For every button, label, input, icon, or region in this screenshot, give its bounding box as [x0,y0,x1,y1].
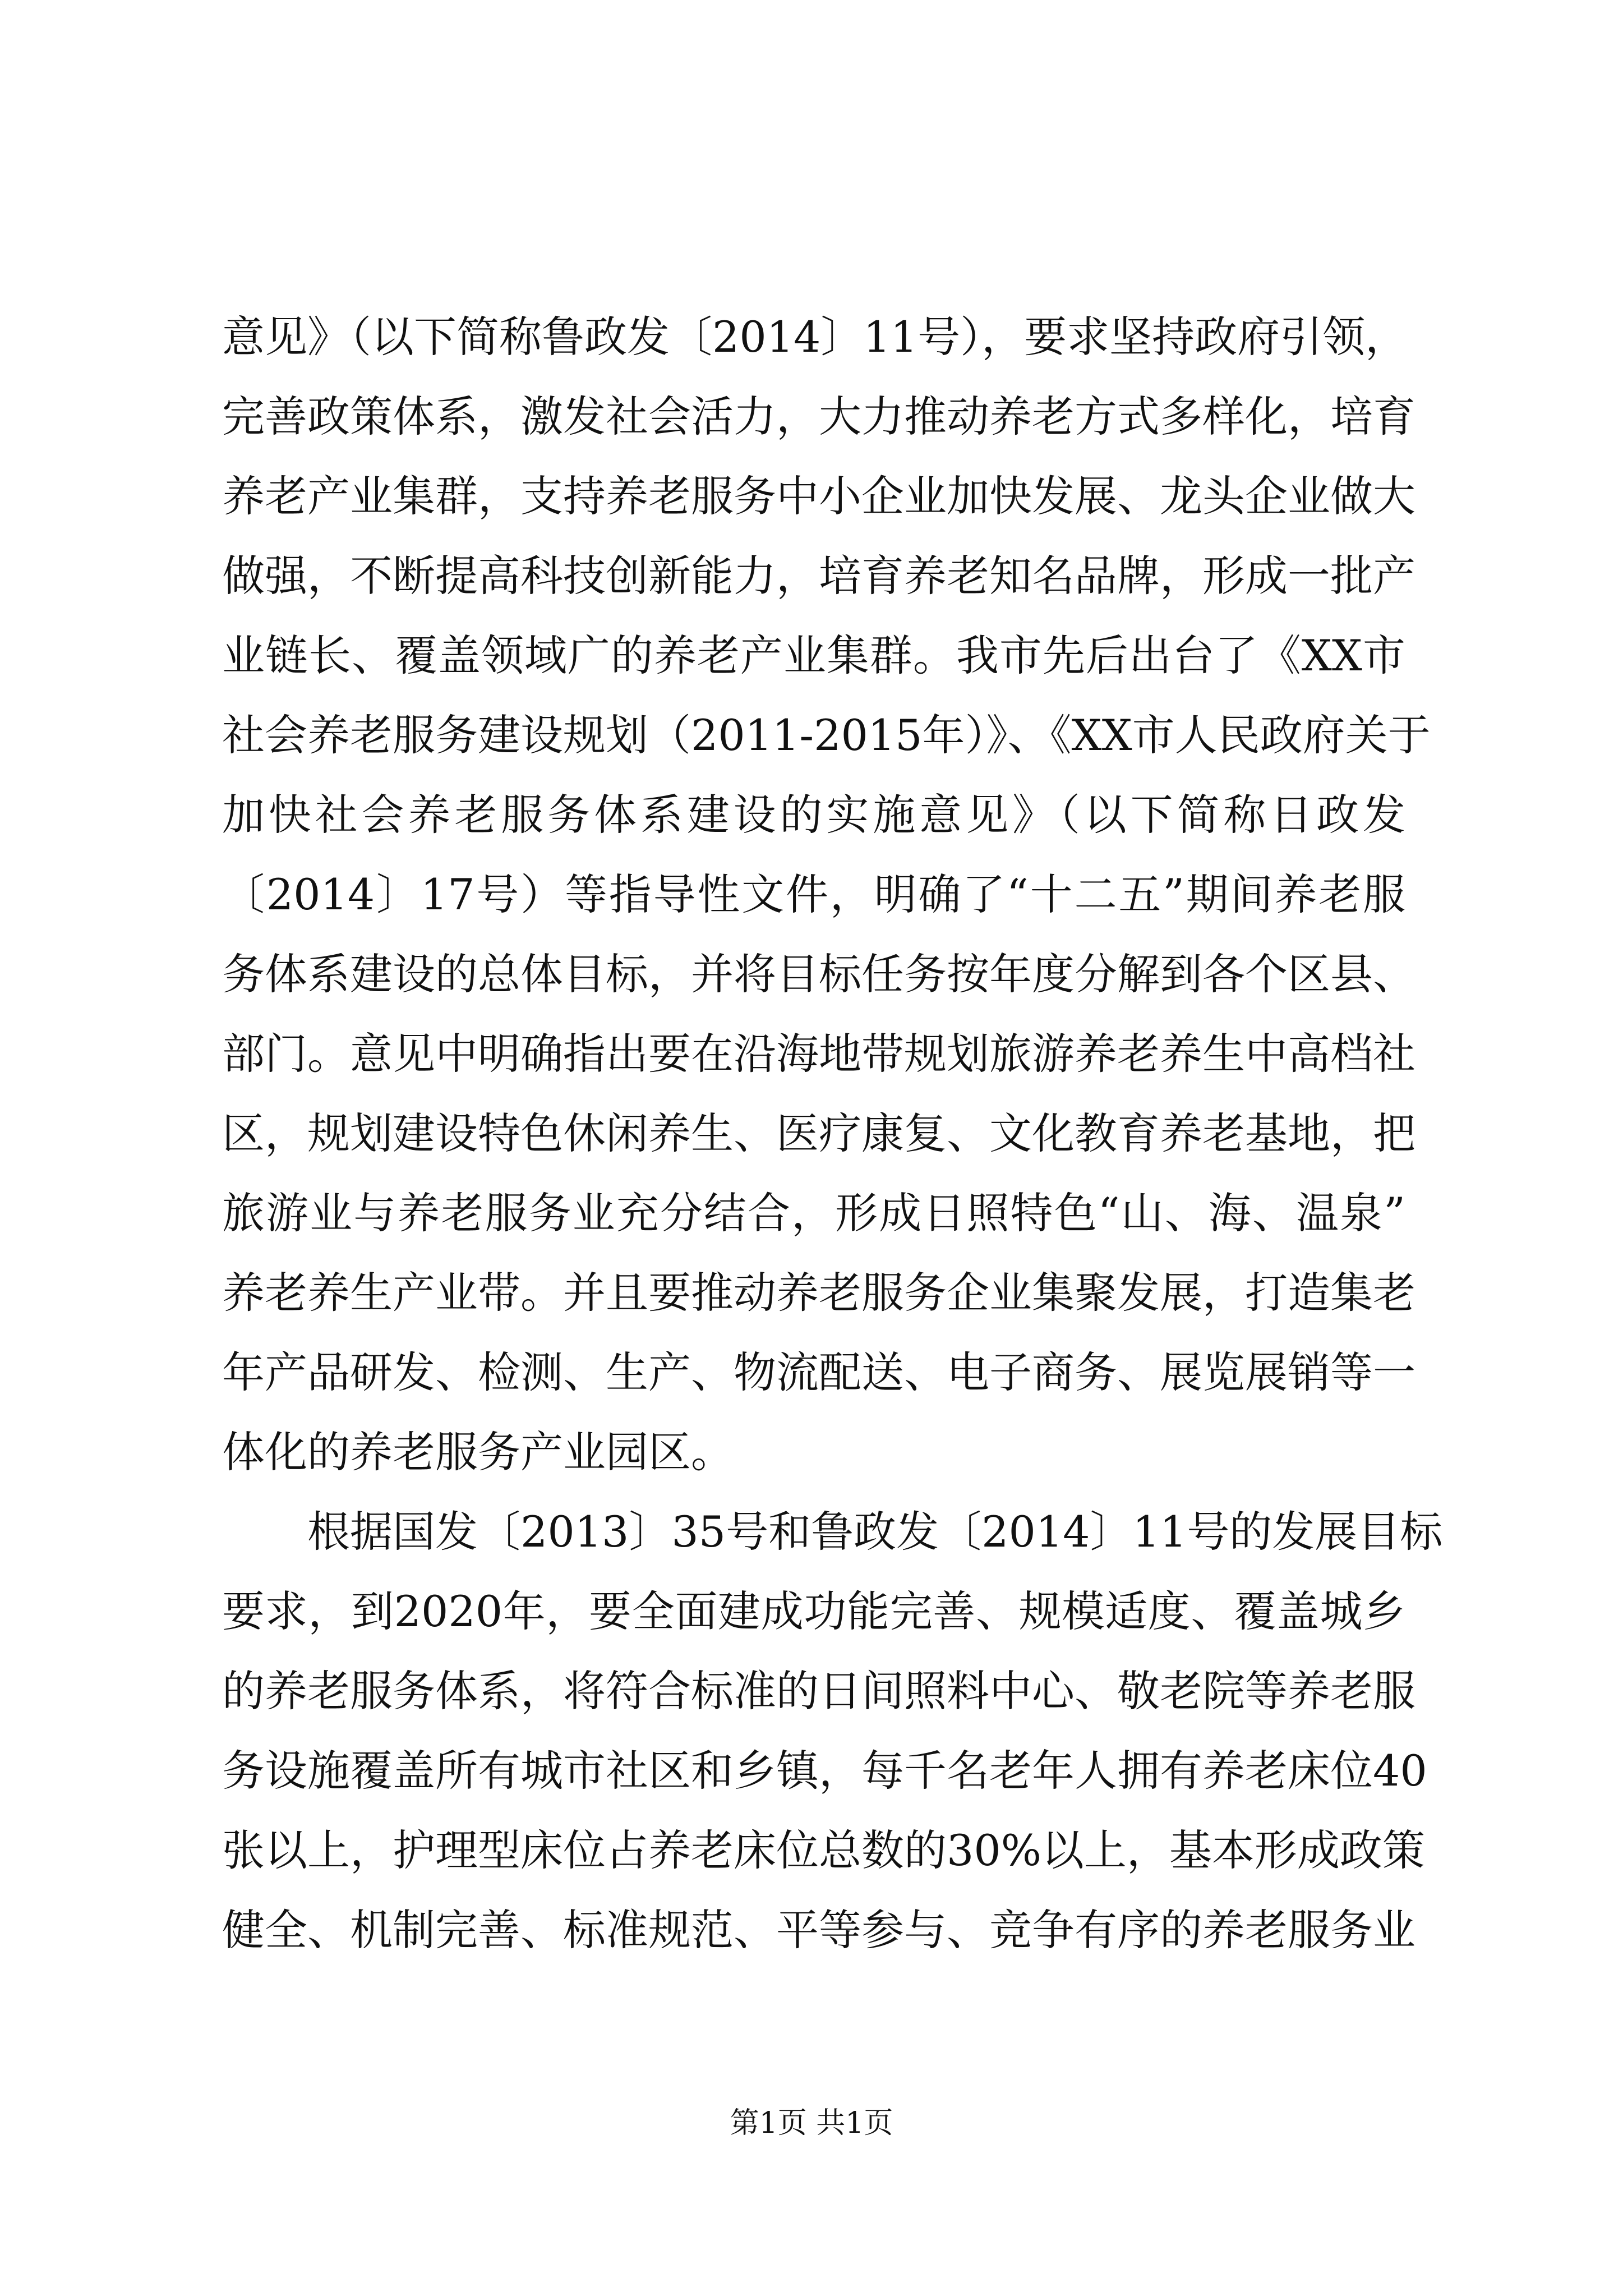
text-line: 旅游业与养老服务业充分结合，形成日照特色“山、海、温泉” [222,1188,1405,1238]
text-line: 的养老服务体系，将符合标准的日间照料中心、敬老院等养老服 [222,1666,1415,1716]
text-line: 要求，到2020年，要全面建成功能完善、规模适度、覆盖城乡 [222,1586,1405,1636]
text-line: 加快社会养老服务体系建设的实施意见》（以下简称日政发 [222,790,1405,840]
text-line: 张以上，护理型床位占养老床位总数的30%以上，基本形成政策 [222,1825,1425,1875]
text-line: 根据国发〔2013〕35号和鲁政发〔2014〕11号的发展目标 [307,1507,1443,1557]
paragraph-2 [222,1492,1443,1970]
text-line: 体化的养老服务产业园区。 [222,1427,734,1477]
text-line: 业链长、覆盖领域广的养老产业集群。我市先后出台了《XX市 [222,631,1405,680]
text-line: 部门。意见中明确指出要在沿海地带规划旅游养老养生中高档社 [222,1029,1415,1079]
text-line: 社会养老服务建设规划（2011-2015年）》、《XX市人民政府关于 [222,710,1431,760]
text-line: 做强，不断提高科技创新能力，培育养老知名品牌，形成一批产 [222,551,1415,601]
text-line: 完善政策体系，激发社会活力，大力推动养老方式多样化，培育 [222,392,1415,441]
text-line: 〔2014〕17号）等指导性文件，明确了“十二五”期间养老服 [222,869,1405,919]
text-line: 养老产业集群，支持养老服务中小企业加快发展、龙头企业做大 [222,471,1415,521]
document-body [222,297,1443,1970]
text-line: 健全、机制完善、标准规范、平等参与、竞争有序的养老服务业 [222,1905,1415,1955]
text-line: 务体系建设的总体目标，并将目标任务按年度分解到各个区县、 [222,949,1415,999]
text-line: 养老养生产业带。并且要推动养老服务企业集聚发展，打造集老 [222,1268,1415,1318]
paragraph-1 [222,297,1431,1492]
text-line: 年产品研发、检测、生产、物流配送、电子商务、展览展销等一 [222,1347,1415,1397]
page-footer: 第1页 共1页 [730,2106,893,2140]
text-line: 务设施覆盖所有城市社区和乡镇，每千名老年人拥有养老床位40 [222,1746,1427,1796]
text-line: 意见》（以下简称鲁政发〔2014〕11号），要求坚持政府引领， [222,312,1408,362]
text-line: 区，规划建设特色休闲养生、医疗康复、文化教育养老基地，把 [222,1108,1415,1158]
